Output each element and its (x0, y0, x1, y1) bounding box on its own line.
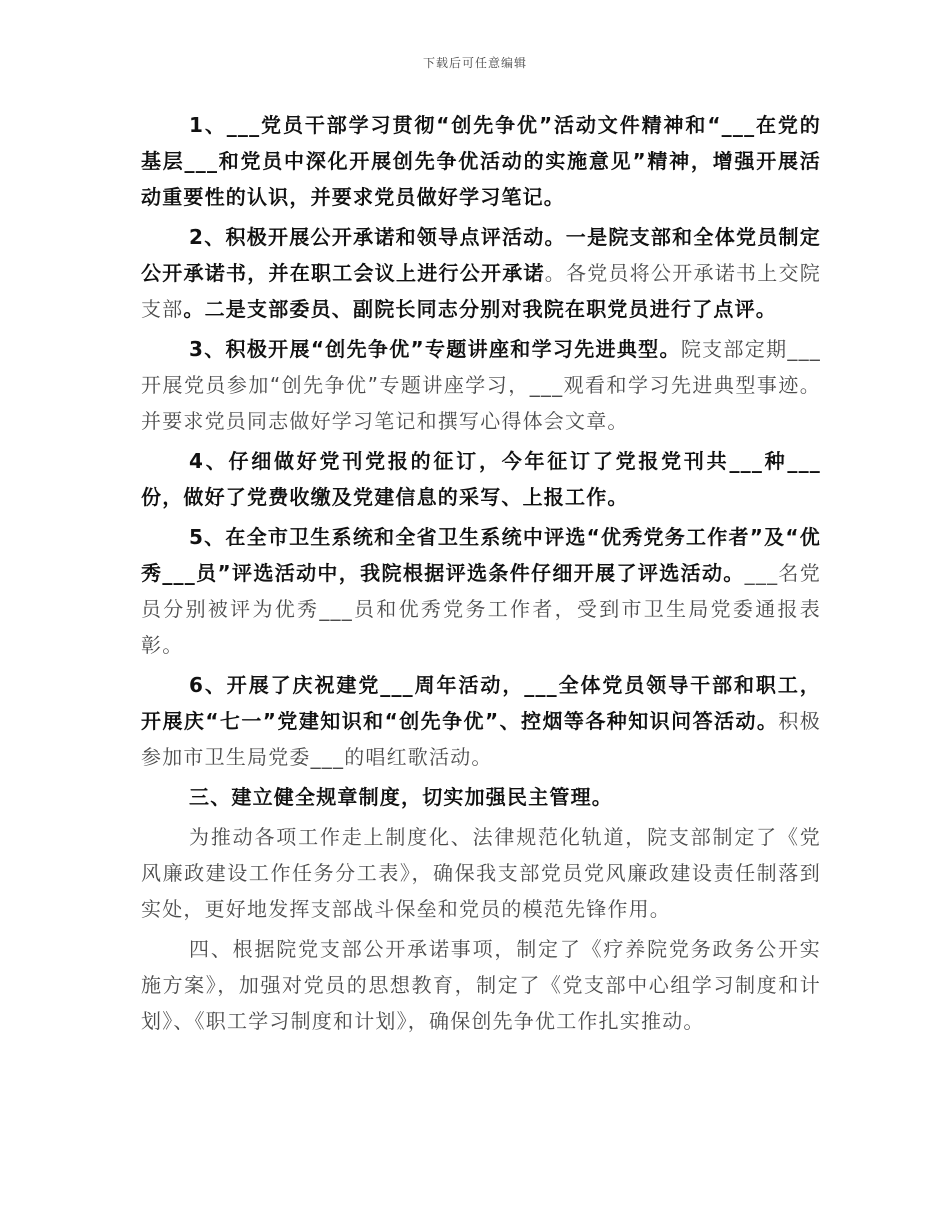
paragraph-5 (141, 519, 821, 663)
section-heading-3-text: 三、建立健全规章制度，切实加强民主管理。 (189, 785, 613, 809)
paragraph-6-bold: 6、开展了庆祝建党___周年活动，___全体党员领导干部和职工，开展庆“七一”党建知识和“创先争优”、控烟等各种知识问答活动。 (141, 673, 821, 733)
paragraph-3-bold: 3、积极开展“创先争优”专题讲座和学习先进典型。 (189, 337, 681, 361)
paragraph-2-bold-tail: 。二是支部委员、副院长同志分别对我院在职党员进行了点评。 (183, 297, 778, 321)
paragraph-4-bold: 4、仔细做好党刊党报的征订，今年征订了党报党刊共___种___份，做好了党费收缴及党建信息的采写、上报工作。 (141, 449, 821, 509)
page-header: 下载后可任意编辑 (422, 56, 527, 70)
paragraph-5-bold: 5、在全市卫生系统和全省卫生系统中评选“优秀党务工作者”及“优秀___员”评选活动中，我院根据评选条件仔细开展了评选活动。 (141, 525, 821, 585)
section-heading-3 (141, 779, 821, 815)
paragraph-2-regular: 。各党员将公开承诺书上交院支部 (141, 261, 821, 321)
paragraph-1-bold: 1、___党员干部学习贯彻“创先争优”活动文件精神和“___在党的基层___和党员中深化开展创先争优活动的实施意见”精神，增强开展活动重要性的认识，并要求党员做好学习笔记。 (141, 113, 821, 209)
paragraph-4 (141, 443, 821, 515)
paragraph-1 (141, 107, 821, 215)
paragraph-8 (141, 819, 821, 927)
paragraph-6-regular: 积极参加市卫生局党委___的唱红歌活动。 (141, 709, 822, 769)
document-body (141, 107, 821, 1043)
paragraph-2 (141, 219, 821, 327)
paragraph-8-regular: 为推动各项工作走上制度化、法律规范化轨道，院支部制定了《党风廉政建设工作任务分工表》，确保我支部党员党风廉政建设责任制落到实处，更好地发挥支部战斗保垒和党员的模范先锋作用。 (141, 825, 821, 921)
paragraph-3 (141, 331, 821, 439)
paragraph-9 (141, 931, 821, 1039)
paragraph-3-regular: 院支部定期___开展党员参加“创先争优”专题讲座学习，___观看和学习先进典型事迹。并要求党员同志做好学习笔记和撰写心得体会文章。 (141, 337, 821, 433)
paragraph-2-bold: 2、积极开展公开承诺和领导点评活动。一是院支部和全体党员制定公开承诺书，并在职工会议上进行公开承诺 (141, 225, 821, 285)
paragraph-9-regular: 四、根据院党支部公开承诺事项，制定了《疗养院党务政务公开实施方案》，加强对党员的思想教育，制定了《党支部中心组学习制度和计划》、《职工学习制度和计划》，确保创先争优工作扎实推动。 (141, 937, 821, 1033)
paragraph-6 (141, 667, 821, 775)
paragraph-5-regular: ___名党员分别被评为优秀___员和优秀党务工作者，受到市卫生局党委通报表彰。 (141, 561, 821, 657)
